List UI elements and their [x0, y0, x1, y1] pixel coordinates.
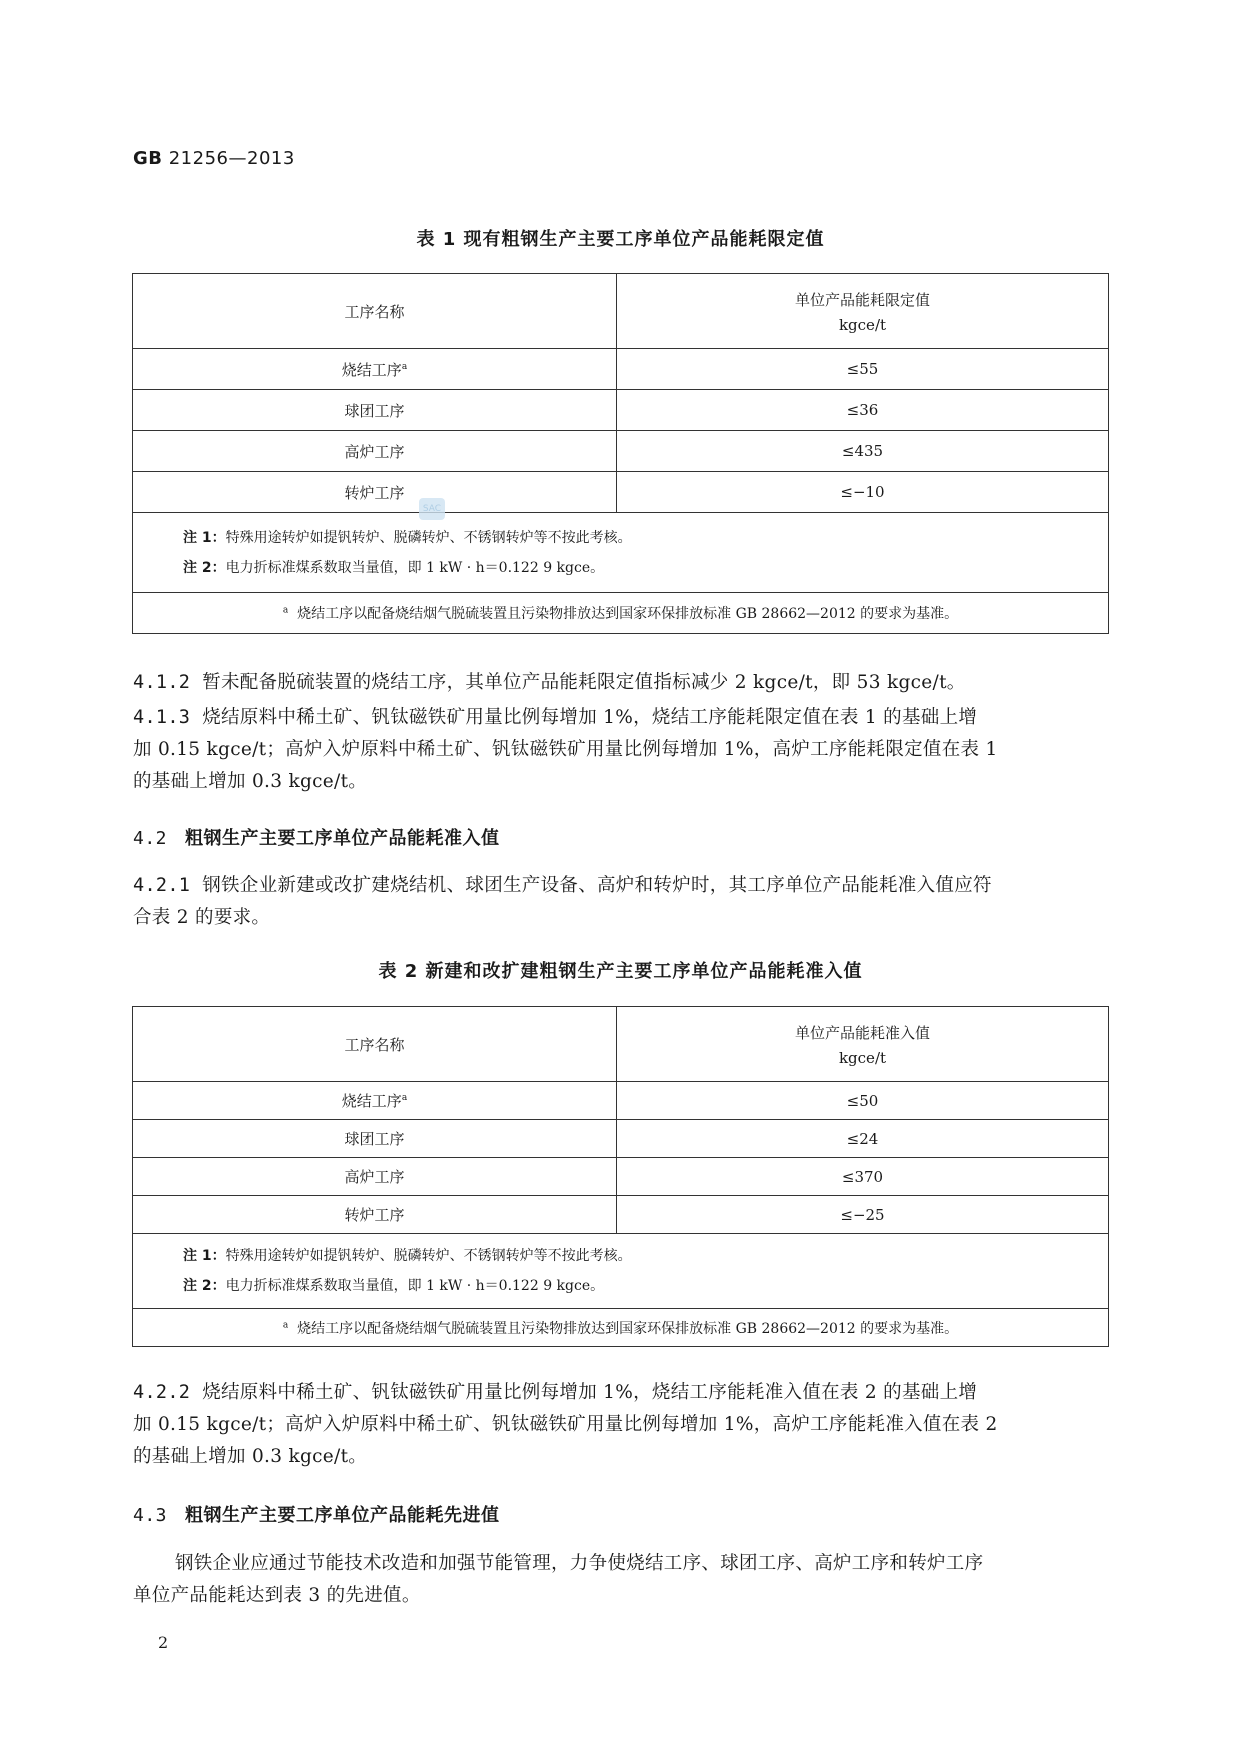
- table1-row4-value: ≤−10: [617, 472, 1109, 513]
- standard-prefix: GB: [133, 148, 163, 169]
- table2-row1-value: ≤50: [617, 1082, 1109, 1120]
- table1-row3-value: ≤435: [617, 431, 1109, 472]
- table1: [132, 273, 1109, 634]
- table1-row1-value: ≤55: [617, 349, 1109, 390]
- clause-4-1-3: 4.1.3 烧结原料中稀土矿、钒钛磁铁矿用量比例每增加 1%，烧结工序能耗限定值在表 1 的基础上增 加 0.15 kgce/t；高炉入炉原料中稀土矿、钒钛磁铁矿用量比例每增加 1%，高炉工序能耗限定值在表 1 的基础上增加 0.3 kgce/t。: [133, 707, 998, 792]
- table1-row4-name: 转炉工序: [133, 472, 617, 513]
- table2-row1-name: 烧结工序$^a$: [133, 1082, 617, 1120]
- sac-watermark: SAC: [419, 498, 445, 520]
- section-4-3-heading: 4.3 粗钢生产主要工序单位产品能耗先进值: [133, 1505, 500, 1526]
- table2-header-row: [133, 1007, 1109, 1082]
- table1-title: 表 1 现有粗钢生产主要工序单位产品能耗限定值: [416, 229, 825, 250]
- table2-note2: 注 2：电力折标准煤系数取当量值，即 1 kW · h＝0.122 9 kgce。: [183, 1278, 605, 1294]
- table-row: [133, 390, 1109, 431]
- table2-row2-name: 球团工序: [133, 1120, 617, 1158]
- table-row: [133, 349, 1109, 390]
- table1-col2-header-line2: kgce/t: [838, 315, 887, 334]
- table1-row2-name: 球团工序: [133, 390, 617, 431]
- table2-row2-value: ≤24: [617, 1120, 1109, 1158]
- table2-row3-name: 高炉工序: [133, 1158, 617, 1196]
- table1-notes-row: [133, 513, 1109, 593]
- table2: [132, 1006, 1109, 1347]
- section-4-3-body: 钢铁企业应通过节能技术改造和加强节能管理，力争使烧结工序、球团工序、高炉工序和转炉工序 单位产品能耗达到表 3 的先进值。: [133, 1553, 984, 1606]
- table2-row3-value: ≤370: [617, 1158, 1109, 1196]
- table2-row4-name: 转炉工序: [133, 1196, 617, 1234]
- table1-header-row: [133, 274, 1109, 349]
- table2-notes: [133, 1234, 1109, 1309]
- table-row: [133, 1196, 1109, 1234]
- table-row: [133, 1082, 1109, 1120]
- table-row: [133, 472, 1109, 513]
- table2-col2-header: [617, 1007, 1109, 1082]
- table1-col1-header: 工序名称: [133, 274, 617, 349]
- section-4-2-heading: 4.2 粗钢生产主要工序单位产品能耗准入值: [133, 828, 500, 849]
- table1-notes: [133, 513, 1109, 593]
- clause-4-2-1: 4.2.1 钢铁企业新建或改扩建烧结机、球团生产设备、高炉和转炉时，其工序单位产品能耗准入值应符 合表 2 的要求。: [133, 875, 992, 928]
- table1-footnote-row: [133, 593, 1109, 634]
- table1-row2-value: ≤36: [617, 390, 1109, 431]
- page-number: 2: [158, 1633, 169, 1652]
- table1-col2-header: [617, 274, 1109, 349]
- table2-footnote-row: [133, 1309, 1109, 1347]
- table1-row3-name: 高炉工序: [133, 431, 617, 472]
- table1-footnote: $^a$ 烧结工序以配备烧结烟气脱硫装置且污染物排放达到国家环保排放标准 GB 28662—2012 的要求为基准。: [133, 593, 1109, 634]
- table-row: [133, 1120, 1109, 1158]
- table1-col2-header-line1: 单位产品能耗限定值: [794, 290, 930, 309]
- table-row: [133, 1158, 1109, 1196]
- table2-note1: 注 1：特殊用途转炉如提钒转炉、脱磷转炉、不锈钢转炉等不按此考核。: [183, 1248, 632, 1264]
- table2-row4-value: ≤−25: [617, 1196, 1109, 1234]
- clause-4-1-2: 4.1.2 暂未配备脱硫装置的烧结工序，其单位产品能耗限定值指标减少 2 kgce/t，即 53 kgce/t。: [133, 672, 966, 693]
- table2-col2-header-line2: kgce/t: [838, 1048, 887, 1067]
- standard-code: 21256—2013: [168, 148, 295, 169]
- table2-notes-row: [133, 1234, 1109, 1309]
- table-row: [133, 431, 1109, 472]
- table2-col2-header-line1: 单位产品能耗准入值: [794, 1023, 930, 1042]
- clause-4-2-2: 4.2.2 烧结原料中稀土矿、钒钛磁铁矿用量比例每增加 1%，烧结工序能耗准入值在表 2 的基础上增 加 0.15 kgce/t；高炉入炉原料中稀土矿、钒钛磁铁矿用量比例每增加 1%，高炉工序能耗准入值在表 2 的基础上增加 0.3 kgce/t。: [133, 1382, 998, 1467]
- standard-number: [133, 148, 295, 169]
- table2-title: 表 2 新建和改扩建粗钢生产主要工序单位产品能耗准入值: [378, 961, 863, 982]
- table1-note1: 注 1：特殊用途转炉如提钒转炉、脱磷转炉、不锈钢转炉等不按此考核。: [183, 529, 632, 546]
- table2-col1-header: 工序名称: [133, 1007, 617, 1082]
- table1-row1-name: 烧结工序$^a$: [133, 349, 617, 390]
- table2-footnote: $^a$ 烧结工序以配备烧结烟气脱硫装置且污染物排放达到国家环保排放标准 GB 28662—2012 的要求为基准。: [133, 1309, 1109, 1347]
- table1-note2: 注 2：电力折标准煤系数取当量值，即 1 kW · h＝0.122 9 kgce。: [183, 559, 605, 576]
